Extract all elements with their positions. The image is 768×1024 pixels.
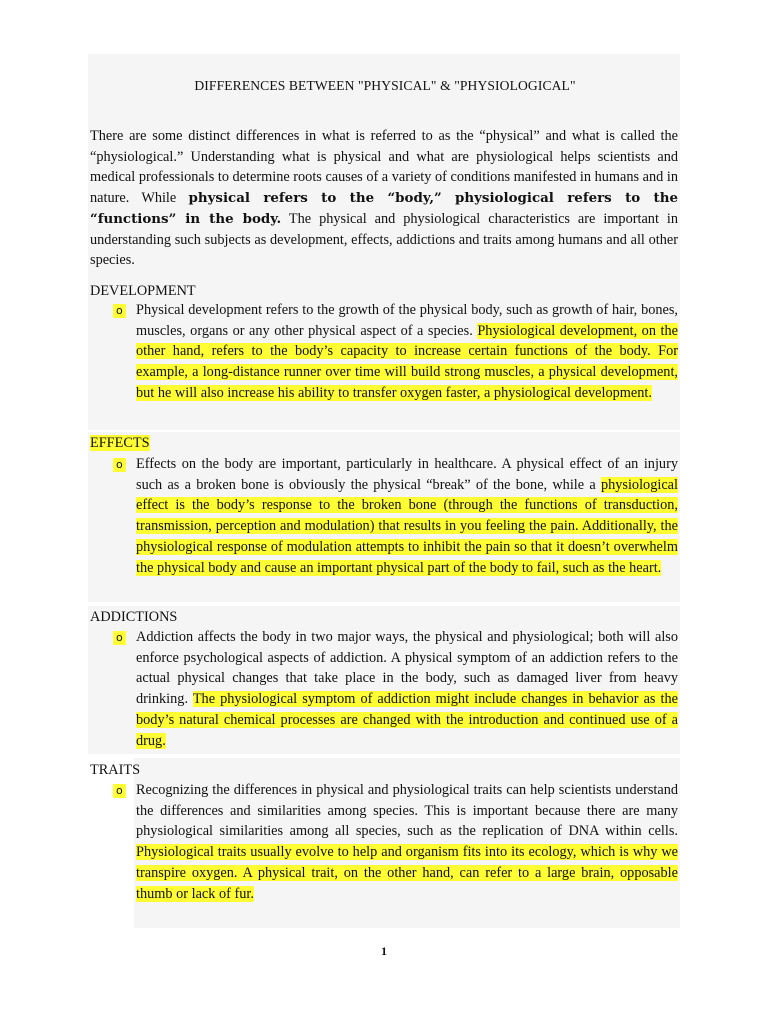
list-item-development <box>90 300 678 404</box>
traits-plain-text: Recognizing the differences in physical and physiological traits can help scientists understand the differences and similarities among species. This is important because there are many physiological similarities among all species, such as the replication of DNA within cells. <box>136 782 678 840</box>
effects-paragraph <box>136 454 678 578</box>
list-item-traits <box>90 780 678 904</box>
bullet-icon: o <box>113 458 126 472</box>
heading-development: DEVELOPMENT <box>90 283 196 299</box>
list-item-addictions <box>90 627 678 751</box>
effects-highlight-text: physiological effect is the body’s response to the broken bone (through the functions of transduction, transmission, perception and modulation) that results in you feeling the pain. Additionally, the physiological response of modulation attempts to inhibit the pain so that it doesn’t overwhelm the physical body and cause an important physical part of the body to fail, such as the heart. <box>136 476 678 576</box>
bullet-icon: o <box>113 784 126 798</box>
heading-addictions: ADDICTIONS <box>90 609 178 625</box>
effects-heading-text: EFFECTS <box>90 435 150 451</box>
heading-traits: TRAITS <box>90 762 141 778</box>
addictions-highlight-text: The physiological symptom of addiction might include changes in behavior as the body’s natural chemical processes are changed with the introduction and continued use of a drug. <box>136 691 678 749</box>
development-highlight-text: Physiological development, on the other hand, refers to the body’s capacity to increase certain functions of the body. For example, a long-distance runner over time will build strong muscles, a physical development, but he will also increase his ability to transfer oxygen faster, a physiological development. <box>136 322 678 401</box>
intro-text-2: The physical and physiological characteristics are important in understanding such subjects as development, effects, addictions and traits among humans and all other species. <box>90 210 678 269</box>
traits-highlight-text: Physiological traits usually evolve to help and organism fits into its ecology, which is why we transpire oxygen. A physical trait, on the other hand, can refer to a large brain, opposable thumb or lack of fur. <box>136 844 678 902</box>
list-item-effects <box>90 454 678 578</box>
addictions-paragraph <box>136 627 678 751</box>
addictions-plain-text: Addiction affects the body in two major ways, the physical and physiological; both will also enforce psychological aspects of addiction. A physical symptom of an addiction refers to the actual physical changes that take place in the body, such as damaged liver from heavy drinking. <box>136 629 678 708</box>
intro-text-1: There are some distinct differences in what is referred to as the “physical” and what is called the “physiological.” Understanding what is physical and what are physiological helps scientists and medical professionals to determine roots causes of a variety of conditions manifested in humans and in nature. While <box>90 128 679 207</box>
intro-bold-text: physical refers to the “body,” physiological refers to the “functions” in the body. <box>90 190 678 227</box>
bullet-icon: o <box>113 304 126 318</box>
development-paragraph <box>136 300 678 404</box>
intro-paragraph <box>90 126 678 271</box>
development-plain-text: Physical development refers to the growth of the physical body, such as growth of hair, bones, muscles, organs or any other physical aspect of a species. <box>136 302 678 339</box>
document-title: DIFFERENCES BETWEEN "PHYSICAL" & "PHYSIOLOGICAL" <box>194 78 576 93</box>
effects-plain-text: Effects on the body are important, particularly in healthcare. A physical effect of an injury such as a broken bone is obviously the physical “break” of the bone, while a <box>136 456 678 493</box>
traits-paragraph <box>136 780 678 904</box>
page-number: 1 <box>381 944 387 958</box>
heading-effects <box>90 435 150 452</box>
bullet-icon: o <box>113 631 126 645</box>
